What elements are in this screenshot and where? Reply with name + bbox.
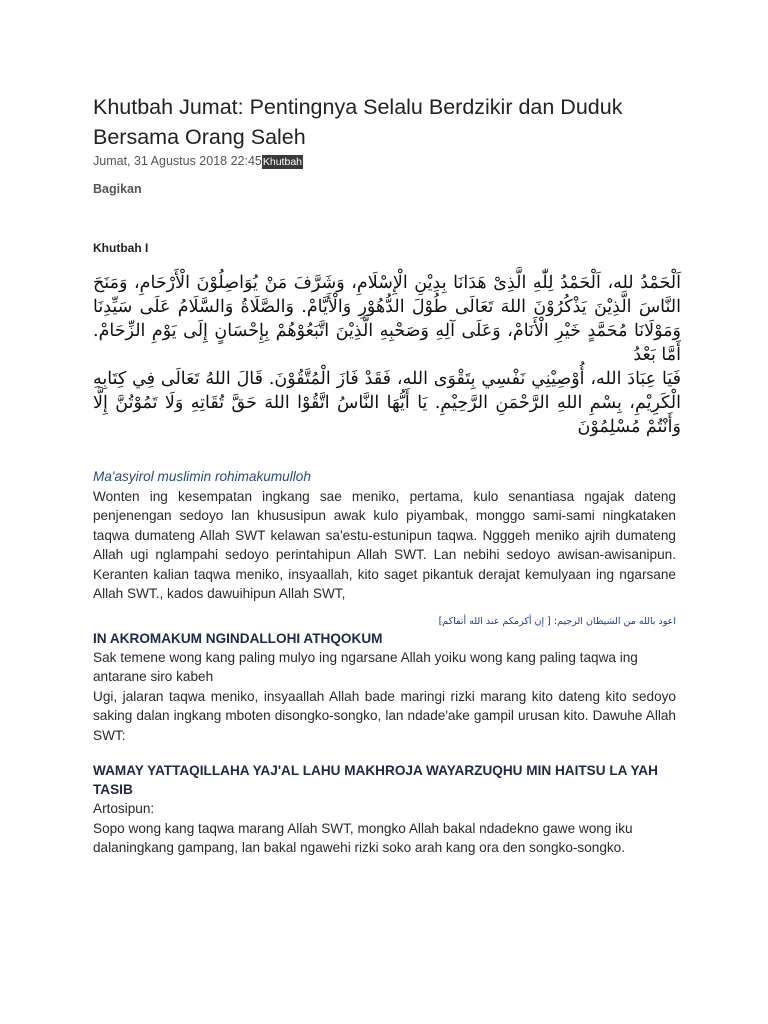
post-meta <box>93 153 676 170</box>
arabic-opening-text <box>93 271 681 439</box>
post-date: Jumat, 31 Agustus 2018 22:45 <box>93 154 262 168</box>
latin-verse-heading: IN AKROMAKUM NGINDALLOHI ATHQOKUM <box>93 630 383 646</box>
paragraph: Sopo wong kang taqwa marang Allah SWT, mongko Allah bakal ndadekno gawe wong iku dalaningkang gampang, lan bakal ngawehi rizki soko arah kang ora den songko-songko. <box>93 820 633 855</box>
arabic-opening: اَلْحَمْدُ لله، اَلْحَمْدُ لِلّٰهِ الَّذِىْ هَدَانَا بِدِيْنِ الْإِسْلَامِ، وَشَرَّفَ مَنْ يُوَاصِلُوْنَ الْأَرْحَامِ، وَمَنَحَ النَّاسَ الَّذِيْنَ يَذْكُرُوْنَ اللهَ تَعَالَى طُوْلَ الدُّهُوْرِ وَالْأَيَّامْ. وَالصَّلَاةُ وَالسَّلَامُ عَلَى سَيِّدِنَا وَمَوْلَانَا مُحَمَّدٍ خَيْرِ الْأَنَامْ، وَعَلَى آلِهِ وَصَحْبِهِ الَّذِيْنَ اتَّبَعُوْهُمْ بِإِحْسَانٍ إِلَى يَوْمِ الزِّحَامْ. أَمَّا بَعْدُ <box>93 273 681 365</box>
paragraph: Wonten ing kesempatan ingkang sae meniko, pertama, kulo senantiasa ngajak dateng penjenengan sedoyo lan khususipun awak kulo piyambak, monggo sami-sami ningkataken taqwa dumateng Allah SWT kelawan sa'estu-estunipun taqwa. Ngggeh meniko ajrih dumateng Allah ugi nglampahi sedoyo perintahipun Allah SWT. Lan nebihi sedoyo awisan-awisanipun. Keranten kalian taqwa meniko, insyaallah, kito saget pikantuk derajat kemulyaan ing ngarsane Allah SWT., kados dawuihipun Allah SWT, <box>93 488 676 601</box>
translation-label: Artosipun: <box>93 801 155 816</box>
share-button[interactable]: Bagikan <box>93 182 142 196</box>
page-title: Khutbah Jumat: Pentingnya Selalu Berdzikir dan Duduk Bersama Orang Saleh <box>93 95 623 149</box>
paragraph: Ugi, jalaran taqwa meniko, insyaallah Allah bade maringi rizki marang kito dateng kito sedoyo saking dalan ingkang mboten disongko-songko, lan ndade'ake gampil urusan kito. Dawuhe Allah SWT: <box>93 688 676 743</box>
arabic-exhortation: فَيَا عِبَادَ الله، أُوْصِيْنِي نَفْسِي بِتَقْوَى الله، فَقَدْ فَازَ الْمُتَّقُوْنَ. قَالَ اللهُ تَعَالَى فِي كِتَابِهِ الْكَرِيْمِ، بِسْمِ اللهِ الرَّحْمَنِ الرَّحِيْمِ. يَا أَيُّهَا النَّاسُ اتَّقُوْا اللهَ حَقَّ تُقَاتِهِ وَلَا تَمُوْتُنَّ إِلَّا وَأَنْتُمْ مُسْلِمُوْنَ <box>93 369 681 437</box>
paragraph: Sak temene wong kang paling mulyo ing ngarsane Allah yoiku wong kang paling taqwa ing antarane siro kabeh <box>93 649 638 684</box>
arabic-quote: اعوذ بالله من الشيطان الرجيم: [ إن أكرمكم عند الله أتقاكم] <box>438 615 676 627</box>
latin-verse-heading: WAMAY YATTAQILLAHA YAJ'AL LAHU MAKHROJA WAYARZUQHU MIN HAITSU LA YAH TASIB <box>93 763 658 797</box>
section-heading: Khutbah I <box>93 241 149 255</box>
category-tag[interactable]: Khutbah <box>262 156 302 168</box>
article <box>93 92 681 858</box>
greeting: Ma'asyirol muslimin rohimakumulloh <box>93 469 311 484</box>
